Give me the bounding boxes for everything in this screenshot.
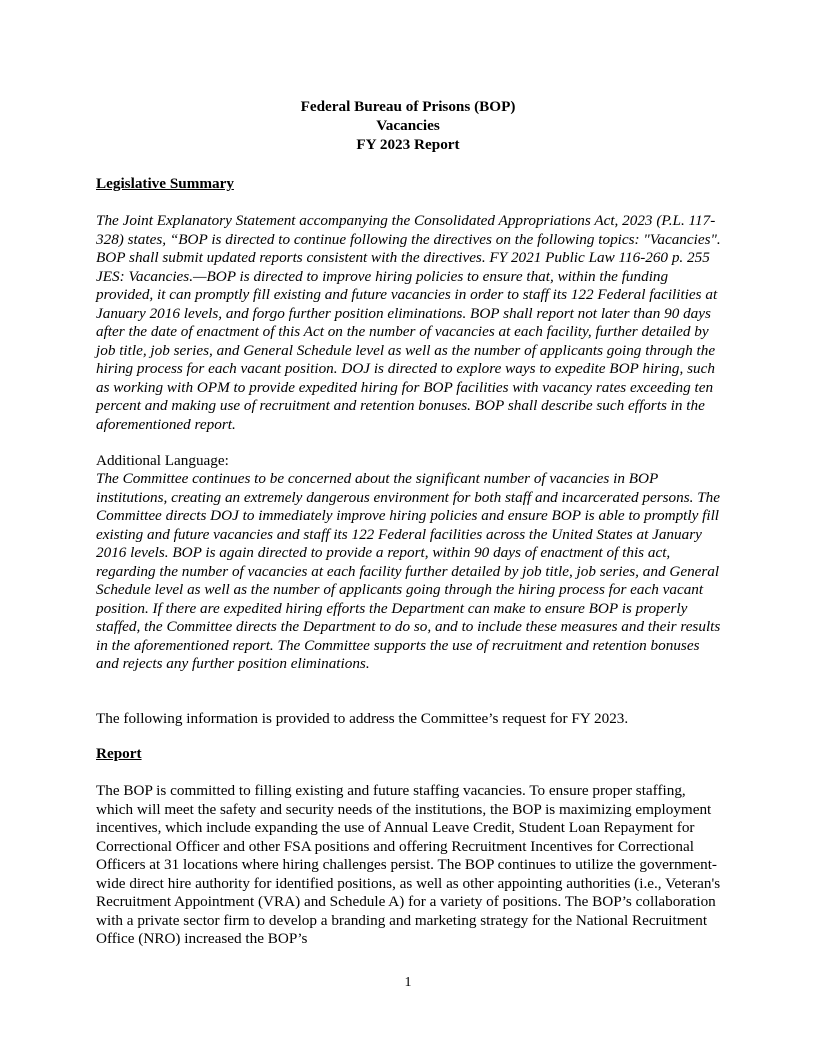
legislative-summary-paragraph: The Joint Explanatory Statement accompanying the Consolidated Appropriations Act, 2023 (P.L. 117-328) states, “BOP is directed to continue following the directives on the following topics: "Vacancies". BOP shall submit updated reports consistent with the directives. FY 2021 Public Law 116-260 p. 255 JES: Vacancies.—BOP is directed to improve hiring policies to ensure that, within the funding provided, it can promptly fill existing and future vacancies in order to staff its 122 Federal facilities at January 2016 levels, and forgo further position eliminations. BOP shall report not later than 90 days after the date of enactment of this Act on the number of vacancies at each facility, further detailed by job title, job series, and General Schedule level as well as the number of applicants going through the hiring process for each vacant position. DOJ is directed to explore ways to expedite BOP hiring, such as working with OPM to provide expedited hiring for BOP facilities with vacancy rates exceeding ten percent and making use of recruitment and retention bonuses. BOP shall describe such efforts in the aforementioned report. xyxy=(96,212,721,433)
title-topic: Vacancies xyxy=(376,117,440,134)
report-heading: Report xyxy=(96,745,142,762)
page-number: 1 xyxy=(404,975,412,990)
additional-language-paragraph: The Committee continues to be concerned about the significant number of vacancies in BOP institutions, creating an extremely dangerous environment for both staff and incarcerated persons. The Committee directs DOJ to immediately improve hiring policies and ensure BOP is able to promptly fill existing and future vacancies and staff its 122 Federal facilities across the United States at January 2016 levels. BOP is again directed to provide a report, within 90 days of enactment of this act, regarding the number of vacancies at each facility further detailed by job title, job series, and General Schedule level as well as the number of applicants going through the hiring process for each vacant position. If there are expedited hiring efforts the Department can make to ensure BOP is properly staffed, the Committee directs the Department to do so, and to include these measures and their results in the aforementioned report. The Committee supports the use of recruitment and retention bonuses and rejects any further position eliminations. xyxy=(96,470,721,672)
additional-language-label: Additional Language: xyxy=(96,452,229,469)
legislative-summary-heading: Legislative Summary xyxy=(96,175,234,192)
title-report: FY 2023 Report xyxy=(356,136,460,153)
report-paragraph: The BOP is committed to filling existing and future staffing vacancies. To ensure proper staffing, which will meet the safety and security needs of the institutions, the BOP is maximizing employment incentives, which include expanding the use of Annual Leave Credit, Student Loan Repayment for Correctional Officer and other FSA positions and offering Recruitment Incentives for Correctional Officers at 31 locations where hiring challenges persist. The BOP continues to utilize the government-wide direct hire authority for identified positions, as well as other appointing authorities (i.e., Veteran's Recruitment Appointment (VRA) and Schedule A) for a variety of positions. The BOP’s collaboration with a private sector firm to develop a branding and marketing strategy for the National Recruitment Office (NRO) increased the BOP’s xyxy=(96,782,721,947)
info-paragraph: The following information is provided to address the Committee’s request for FY 2023. xyxy=(96,710,629,727)
title-agency: Federal Bureau of Prisons (BOP) xyxy=(300,98,516,115)
